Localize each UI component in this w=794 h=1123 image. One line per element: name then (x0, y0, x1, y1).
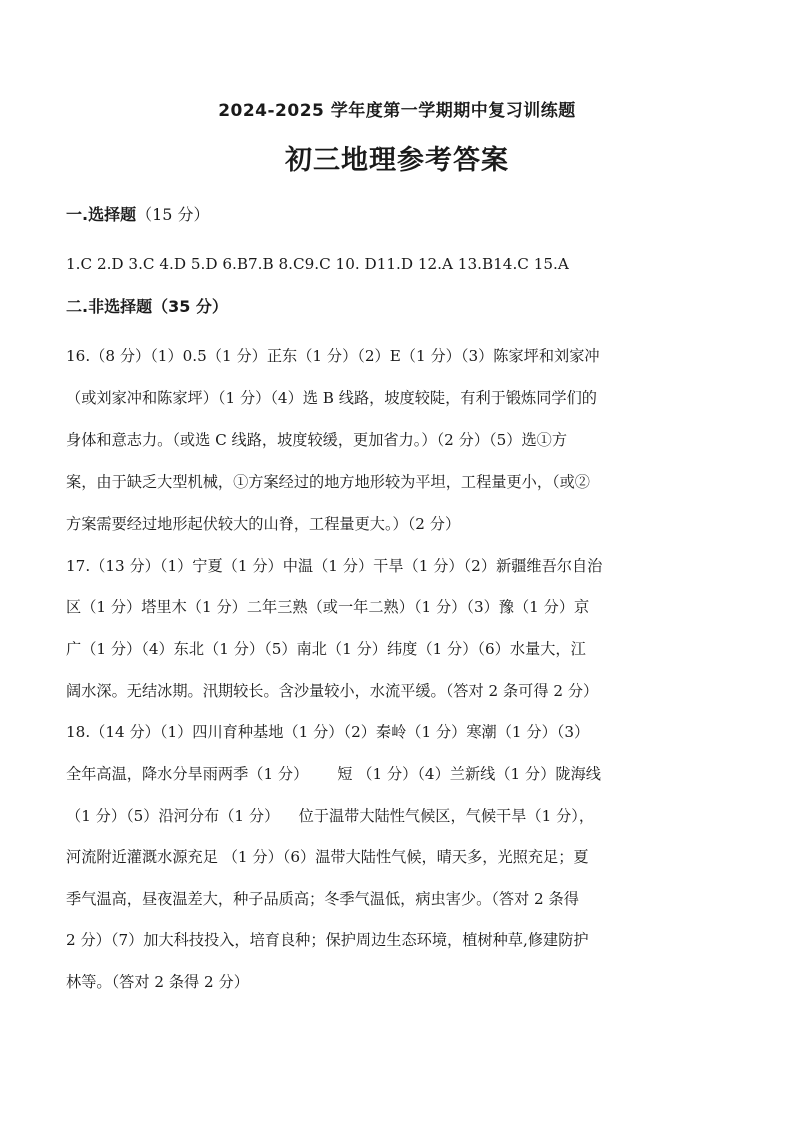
answer-line: （或刘家冲和陈家坪）（1 分）（4）选 B 线路，坡度较陡，有利于锻炼同学们的 (66, 389, 597, 407)
answer-line: 广（1 分）（4）东北（1 分）（5）南北（1 分）纬度（1 分）（6）水量大，江 (66, 640, 586, 658)
exam-subtitle: 2024-2025 学年度第一学期期中复习训练题 (218, 101, 576, 121)
section-2-label: 二.非选择题 (66, 297, 153, 316)
section-2-heading (66, 294, 228, 317)
answer-line: 河流附近灌溉水源充足 （1 分）（6）温带大陆性气候，晴天多，光照充足；夏 (66, 848, 589, 866)
answer-line: （1 分）（5）沿河分布（1 分） 位于温带大陆性气候区，气候干旱（1 分）， (66, 807, 595, 825)
page-title: 初三地理参考答案 (285, 145, 509, 176)
section-1-label: 一.选择题 (66, 205, 137, 224)
choice-answers: 1.C 2.D 3.C 4.D 5.D 6.B7.B 8.C9.C 10. D11.D 12.A 13.B14.C 15.A (66, 255, 569, 273)
section-1-points: （15 分） (136, 205, 210, 224)
answer-line: 季气温高，昼夜温差大，种子品质高；冬季气温低，病虫害少。（答对 2 条得 (66, 890, 579, 908)
answer-line: 17.（13 分）（1）宁夏（1 分）中温（1 分）干旱（1 分）（2）新疆维吾尔自治 (66, 557, 603, 575)
answer-line: 18.（14 分）（1）四川育种基地（1 分）（2）秦岭（1 分）寒潮（1 分）（3） (66, 723, 590, 741)
section-1-heading (66, 202, 210, 225)
answer-line: 区（1 分）塔里木（1 分）二年三熟（或一年二熟）（1 分）（3）豫（1 分）京 (66, 598, 590, 616)
section-2-points: （35 分） (152, 297, 228, 316)
answer-line: 方案需要经过地形起伏较大的山脊，工程量更大。）（2 分） (66, 515, 461, 533)
answer-line: 全年高温，降水分旱雨两季（1 分） 短 （1 分）（4）兰新线（1 分）陇海线 (66, 765, 601, 783)
answer-line: 林等。（答对 2 条得 2 分） (66, 973, 249, 991)
answer-line: 身体和意志力。（或选 C 线路，坡度较缓，更加省力。）（2 分）（5）选①方 (66, 431, 568, 449)
answer-line: 16.（8 分）（1）0.5（1 分）正东（1 分）（2）E（1 分）（3）陈家坪和刘家冲 (66, 347, 600, 365)
answer-line: 阔水深。无结冰期。汛期较长。含沙量较小，水流平缓。（答对 2 条可得 2 分） (66, 682, 599, 700)
answer-line: 案，由于缺乏大型机械，①方案经过的地方地形较为平坦，工程量更小，（或② (66, 473, 590, 491)
answer-line: 2 分）（7）加大科技投入，培育良种；保护周边生态环境，植树种草,修建防护 (66, 931, 589, 949)
